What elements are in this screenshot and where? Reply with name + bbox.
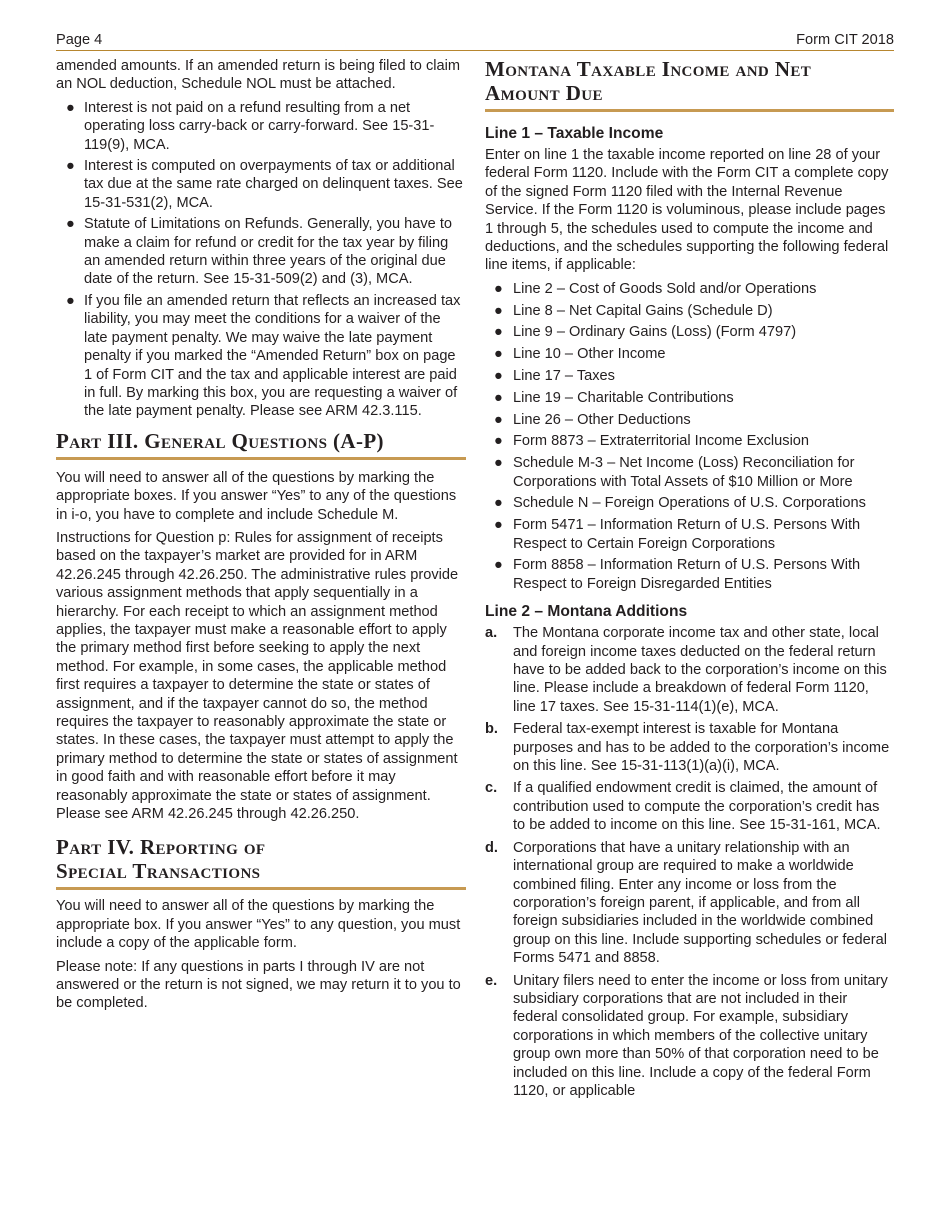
list-item: ● Interest is not paid on a refund resulting from a net operating loss carry-back or carry-forward. See 15-31-119(9), MCA. [66,99,435,153]
right-column [485,57,894,1104]
list-item: ● Form 8858 – Information Return of U.S. Persons With Respect to Foreign Disregarded Entities [494,557,861,592]
list-item: ● Line 2 – Cost of Goods Sold and/or Operations [494,280,817,297]
bullet-icon: ● [66,292,75,309]
list-item: ● Line 19 – Charitable Contributions [494,389,734,406]
list-item: ● If you file an amended return that reflects an increased tax liability, you may meet the conditions for a waiver of the late payment penalty. We may waive the late payment penalty if you marked the “Amended Return” box on page 1 of Form CIT and the tax and applicable interest are paid in full. By marking this box, you are requesting a waiver of the late payment penalty. Please see ARM 42.3.115. [66,292,461,420]
part4-heading-line2: Special Transactions [56,859,261,884]
bullet-icon: ● [494,324,503,341]
bullet-icon: ● [66,158,75,175]
bullet-icon: ● [494,411,503,428]
page-number: Page 4 [56,32,103,48]
amended-intro: amended amounts. If an amended return is being filed to claim an NOL deduction, Schedule NOL must be attached. [56,58,460,93]
part4-heading-line1: Part IV. Reporting of [56,835,266,860]
list-item: ● Statute of Limitations on Refunds. Generally, you have to make a claim for refund or credit for the tax year by filing an amended return within three years of the original due date of the return. See 15-31-509(2) and (3), MCA. [66,216,453,288]
part4-paragraph-1: You will need to answer all of the questions by marking the appropriate box. If you answer “Yes” to any question, you must include a copy of the applicable form. [56,898,461,952]
list-item: ● Interest is computed on overpayments of tax or additional tax due at the same rate charged on delinquent taxes. See 15-31-531(2), MCA. [66,158,463,211]
bullet-icon: ● [494,495,503,512]
part3-paragraph-2: Instructions for Question p: Rules for assignment of receipts based on the taxpayer’s market are provided for in ARM 42.26.245 through 42.26.250. The administrative rules provide various assignment methods that apply sequentially in a hierarchy. For each receipt to which an assignment method applies, the taxpayer must make a reasonable effort to apply the primary method first before seeking to apply the next method. For example, in some cases, the applicable method first requires a taxpayer to determine the state or states of assignment, and if the taxpayer cannot do so, the method requires the taxpayer to reasonably approximate the state or states. In these cases, the taxpayer must attempt to apply the primary method to determine the state or states of assignment in good faith and with reasonable effort before it may reasonably approximate the state or states of assignment. Please see ARM 42.26.245 through 42.26.250. [56,529,459,823]
left-column [56,57,466,1018]
list-item: a. The Montana corporate income tax and other state, local and foreign income taxes deducted on the federal return have to be added back to the corporation’s income on this line. Please include a breakdown of federal Form 1120, line 17 taxes. See 15-31-114(1)(e), MCA. [485,625,887,715]
list-item: ● Form 8873 – Extraterritorial Income Exclusion [494,433,810,450]
line2-heading: Line 2 – Montana Additions [485,603,688,621]
list-item: b. Federal tax-exempt interest is taxable for Montana purposes and has to be added to the corporation’s income on this line. See 15-31-113(1)(a)(i), MCA. [485,721,890,775]
list-item: ● Line 10 – Other Income [494,346,666,363]
part3-paragraph-1: You will need to answer all of the questions by marking the appropriate boxes. If you answer “Yes” to any of the questions in i-o, you have to complete and include Schedule M. [56,469,457,523]
form-name: Form CIT 2018 [796,32,894,48]
part4-paragraph-2: Please note: If any questions in parts I through IV are not answered or the return is not signed, we may return it to you to be completed. [56,958,461,1012]
section-heading-line1: Montana Taxable Income and Net [485,57,812,81]
part3-heading: Part III. General Questions (A-P) [56,429,466,460]
bullet-icon: ● [494,517,503,534]
bullet-icon: ● [494,280,503,297]
list-item: ● Form 5471 – Information Return of U.S. Persons With Respect to Certain Foreign Corporations [494,517,861,552]
line2-items [485,624,894,1100]
bullet-icon: ● [66,99,75,116]
page-header [56,30,894,51]
bullet-icon: ● [66,216,75,233]
list-item: c. If a qualified endowment credit is claimed, the amount of contribution used to compute the corporation’s credit has to be added to income on this line. See 15-31-161, MCA. [485,780,881,834]
line1-paragraph: Enter on line 1 the taxable income reported on line 28 of your federal Form 1120. Include with the Form CIT a complete copy of the signed Form 1120 filed with the Internal Revenue Service. If the Form 1120 is voluminous, please include pages 1 through 5, the schedules used to compute the income and deductions, and the schedules supporting the following federal line items, if applicable: [485,147,889,274]
list-item: ● Schedule M-3 – Net Income (Loss) Reconciliation for Corporations with Total Assets of $10 Million or More [494,455,855,490]
line1-items [485,280,894,593]
list-item: d. Corporations that have a unitary relationship with an international group are required to make a worldwide combined filing. Enter any income or loss from the corporation’s foreign parent, if applicable, and from all foreign subsidiaries included in the worldwide combined group on this line. Include supporting schedules or federal Forms 5471 and 8858. [485,839,888,967]
section-heading-line2: Amount Due [485,81,603,105]
list-item: ● Line 17 – Taxes [494,368,615,385]
line1-heading: Line 1 – Taxable Income [485,125,664,142]
list-item: ● Line 8 – Net Capital Gains (Schedule D) [494,302,773,319]
bullet-icon: ● [494,346,503,363]
bullet-icon: ● [494,557,503,574]
list-item: e. Unitary filers need to enter the income or loss from unitary subsidiary corporations that are not included in their federal consolidated group. For example, subsidiary corporations in which members of the collective unitary group own more than 50% of that corporation need to be included on this line. Include a copy of the federal Form 1120, or applicable [485,972,888,1099]
list-item: ● Line 26 – Other Deductions [494,411,691,428]
bullet-icon: ● [494,368,503,385]
list-item: ● Line 9 – Ordinary Gains (Loss) (Form 4797) [494,324,797,341]
list-item: ● Schedule N – Foreign Operations of U.S. Corporations [494,495,866,512]
part4-heading [56,835,466,890]
bullet-icon: ● [494,389,503,406]
bullet-icon: ● [494,455,503,472]
bullet-icon: ● [494,433,503,450]
amended-bullets [56,99,466,421]
section-heading [485,57,894,112]
bullet-icon: ● [494,302,503,319]
